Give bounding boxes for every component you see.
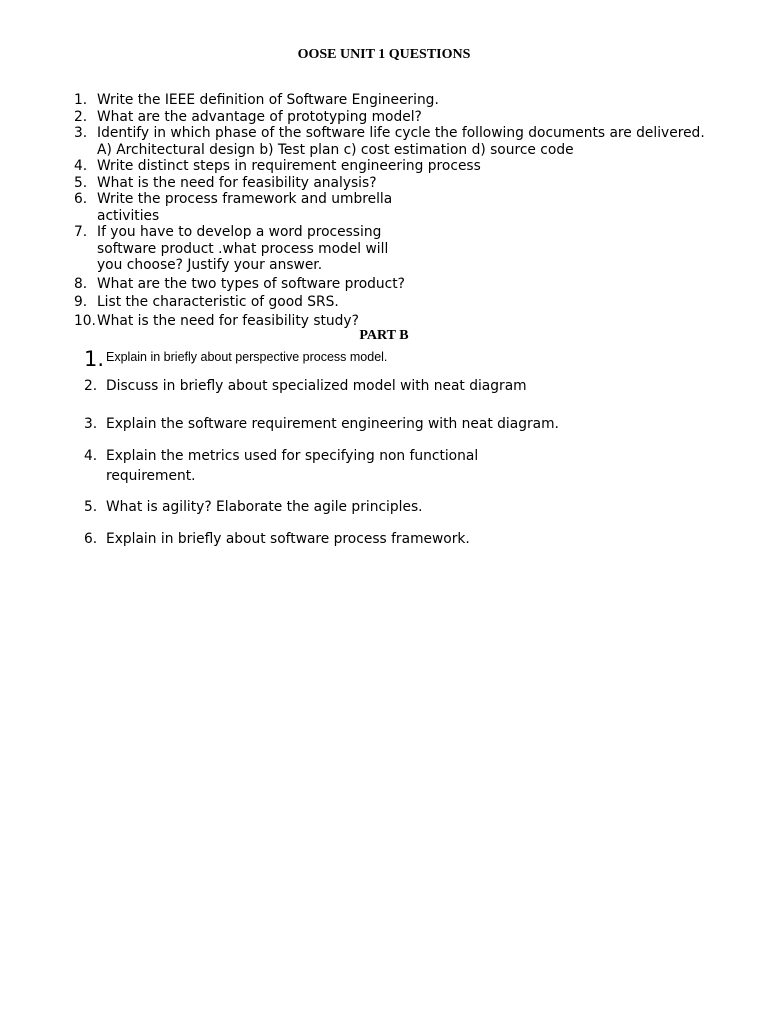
question-text-block: [97, 125, 728, 158]
part-a-question-6: [0, 191, 768, 224]
part-a-question-5: [0, 175, 768, 192]
question-text: List the characteristic of good SRS.: [97, 294, 339, 310]
question-text: Explain in briefly about perspective process model.: [106, 350, 388, 364]
part-b-question-3: [0, 414, 768, 434]
question-number: 5.: [74, 174, 88, 191]
question-number: 7.: [74, 224, 88, 240]
question-number: 2.: [84, 378, 98, 394]
question-number: 10.: [74, 312, 96, 329]
part-a-question-1: [0, 92, 768, 109]
part-a-question-list: [0, 92, 768, 329]
question-number: 6.: [84, 531, 98, 547]
question-number: 9.: [74, 294, 88, 310]
question-text: What is agility? Elaborate the agile principles.: [106, 499, 423, 515]
question-text: Write the process framework and umbrella activities: [97, 191, 393, 224]
part-a-question-4: [0, 158, 768, 175]
question-text: Discuss in briefly about specialized model with neat diagram: [106, 378, 527, 394]
question-number: 8.: [74, 275, 88, 292]
part-b-question-5: [0, 497, 768, 517]
question-number: 4.: [84, 448, 98, 464]
question-number: 1.: [74, 92, 88, 108]
question-text: What are the advantage of prototyping model?: [97, 108, 422, 125]
part-b-question-1: [0, 347, 768, 371]
question-number: 6.: [74, 191, 88, 207]
question-text: If you have to develop a word processing software product .what process model will you choose? Justify your answer.: [97, 224, 389, 273]
part-a-question-3: [0, 125, 768, 158]
part-a-question-7: [0, 224, 768, 274]
question-number: 2.: [74, 108, 88, 125]
question-text: What is the need for feasibility analysis?: [97, 174, 377, 191]
part-a-question-8: [0, 276, 768, 293]
part-b-question-6: [0, 529, 768, 549]
part-a-question-2: [0, 109, 768, 126]
part-b-question-4: [0, 446, 768, 486]
part-a-question-9: [0, 294, 768, 311]
question-number: 3.: [84, 416, 98, 432]
document-title: OOSE UNIT 1 QUESTIONS: [297, 47, 471, 62]
question-text: Identify in which phase of the software life cycle the following documents are delivered.: [97, 125, 705, 141]
question-text: What are the two types of software product?: [97, 275, 405, 292]
question-text: Explain in briefly about software process framework.: [106, 531, 470, 547]
part-b-question-2: [0, 376, 768, 396]
question-number: 4.: [74, 158, 88, 174]
part-b-heading: PART B: [359, 328, 409, 343]
question-text: What is the need for feasibility study?: [97, 312, 359, 329]
question-text: Write the IEEE definition of Software Engineering.: [97, 92, 439, 108]
question-text: Explain the software requirement engineering with neat diagram.: [106, 416, 559, 432]
question-subtext: A) Architectural design b) Test plan c) cost estimation d) source code: [97, 141, 574, 158]
question-text: Explain the metrics used for specifying non functional requirement.: [106, 448, 479, 484]
question-text: Write distinct steps in requirement engineering process: [97, 158, 481, 174]
question-number: 1.: [84, 347, 105, 371]
question-number: 5.: [84, 499, 98, 515]
part-a-question-10: [0, 313, 768, 330]
question-number: 3.: [74, 125, 88, 141]
